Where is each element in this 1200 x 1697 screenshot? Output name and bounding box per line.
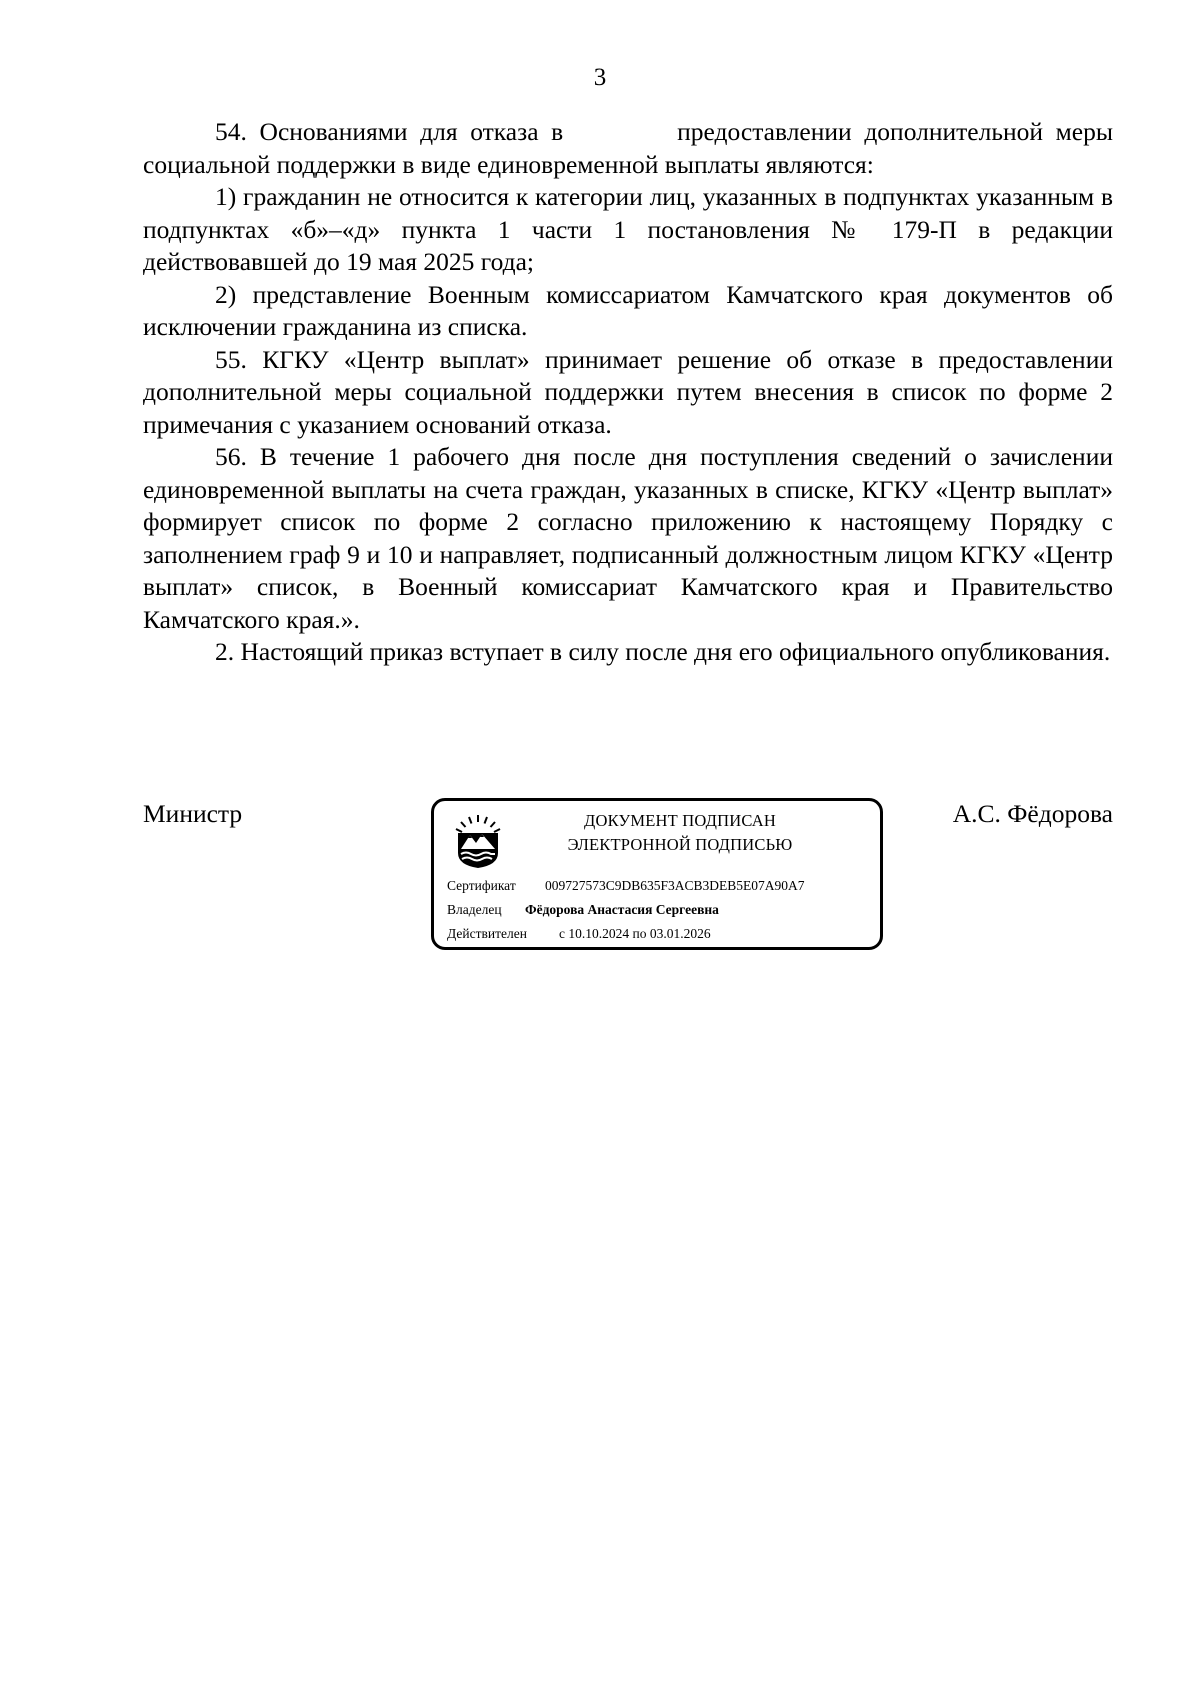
- validity-value: с 10.10.2024 по 03.01.2026: [559, 926, 711, 941]
- stamp-owner-row: [447, 901, 719, 919]
- stamp-certificate-row: [447, 877, 805, 895]
- document-body: [143, 116, 1113, 669]
- page-number: 3: [593, 64, 607, 91]
- owner-value: Фёдорова Анастасия Сергеевна: [525, 902, 719, 917]
- kamchatka-coat-of-arms-icon: [450, 813, 506, 869]
- certificate-value: 009727573C9DB635F3ACB3DEB5E07A90A7: [545, 878, 805, 893]
- certificate-label: Сертификат: [447, 878, 516, 893]
- paragraph-55: 55. КГКУ «Центр выплат» принимает решение об отказе в предоставлении дополнительной меры социальной поддержки путем внесения в список по форме 2 примечания с указанием оснований отказа.: [143, 344, 1113, 439]
- paragraph-56: 56. В течение 1 рабочего дня после дня поступления сведений о зачислении единовременной выплаты на счета граждан, указанных в списке, КГКУ «Центр выплат» формирует список по форме 2 согласно приложению к настоящему Порядку с заполнением граф 9 и 10 и направляет, подписанный должностным лицом КГКУ «Центр выплат» список, в Военный комиссариат Камчатского края и Правительство Камчатского края.».: [143, 442, 1113, 634]
- signer-name: А.С. Фёдорова: [952, 799, 1113, 828]
- stamp-header-line-2: ЭЛЕКТРОННОЙ ПОДПИСЬЮ: [567, 835, 793, 854]
- paragraph-54-item-2: 2) представление Военным комиссариатом Камчатского края документов об исключении гражданина из списка.: [143, 279, 1113, 341]
- electronic-signature-stamp: [431, 798, 883, 950]
- signer-position: Министр: [143, 799, 243, 828]
- paragraph-54: 54. Основаниями для отказа в предоставлении дополнительной меры социальной поддержки в виде единовременной выплаты являются:: [143, 117, 1113, 179]
- paragraph-54-item-1: 1) гражданин не относится к категории лиц, указанных в подпунктах указанным в подпунктах «б»–«д» пункта 1 части 1 постановления № 179-П в редакции действовавшей до 19 мая 2025 года;: [143, 182, 1113, 276]
- paragraph-order-2: 2. Настоящий приказ вступает в силу после дня его официального опубликования.: [215, 637, 1111, 666]
- stamp-header: [530, 809, 830, 857]
- signature-block: [143, 798, 1113, 958]
- owner-label: Владелец: [447, 902, 502, 917]
- stamp-header-line-1: ДОКУМЕНТ ПОДПИСАН: [584, 811, 776, 830]
- stamp-validity-row: [447, 925, 711, 943]
- validity-label: Действителен: [447, 926, 527, 941]
